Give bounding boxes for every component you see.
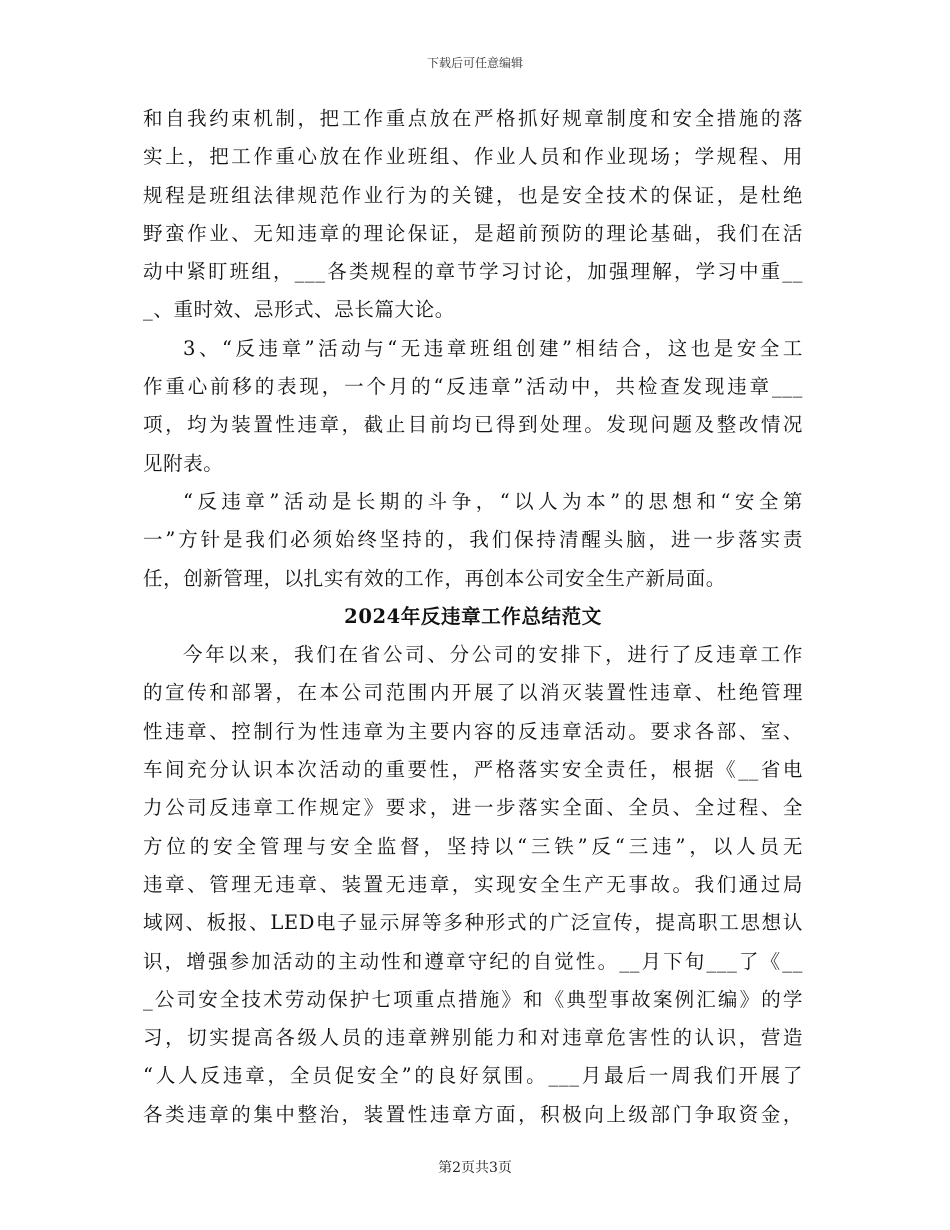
paragraph-3 — [143, 483, 803, 598]
paragraph-2 — [143, 330, 803, 483]
text-line: 任，创新管理，以扎实有效的工作，再创本公司安全生产新局面。 — [143, 566, 726, 590]
text-line: 实上，把工作重心放在作业班组、作业人员和作业现场；学规程、用 — [143, 145, 803, 169]
text-line: “反违章”活动是长期的斗争，“以人为本”的思想和“安全第 — [183, 489, 803, 513]
text-line: 域网、板报、LED电子显示屏等多种形式的广泛宣传，提高职工思想认 — [143, 911, 803, 935]
section-title: 2024年反违章工作总结范文 — [344, 604, 602, 628]
text-line: 识，增强参加活动的主动性和遵章守纪的自觉性。__月下旬___了《__ — [143, 949, 803, 973]
text-line: 习，切实提高各级人员的违章辨别能力和对违章危害性的认识，营造 — [143, 1026, 803, 1050]
text-line: “人人反违章，全员促安全”的良好氛围。___月最后一周我们开展了 — [143, 1064, 803, 1088]
text-line: 的宣传和部署，在本公司范围内开展了以消灭装置性违章、杜绝管理 — [143, 681, 803, 705]
text-line: 车间充分认识本次活动的重要性，严格落实安全责任，根据《__省电 — [143, 758, 803, 782]
text-line: 违章、管理无违章、装置无违章，实现安全生产无事故。我们通过局 — [143, 872, 803, 896]
page-footer: 第2页共3页 — [438, 1160, 512, 1176]
text-line: 项，均为装置性违章，截止目前均已得到处理。发现问题及整改情况 — [143, 413, 803, 437]
text-line: 方位的安全管理与安全监督，坚持以“三铁”反“三违”，以人员无 — [143, 834, 803, 858]
text-line: 各类违章的集中整治，装置性违章方面，积极向上级部门争取资金， — [143, 1102, 803, 1126]
text-line: 动中紧盯班组，___各类规程的章节学习讨论，加强理解，学习中重__ — [143, 260, 803, 284]
text-line: 见附表。 — [143, 451, 224, 475]
text-line: 今年以来，我们在省公司、分公司的安排下，进行了反违章工作 — [183, 643, 803, 667]
text-line: _公司安全技术劳动保护七项重点措施》和《典型事故案例汇编》的学 — [143, 987, 803, 1011]
text-line: 规程是班组法律规范作业行为的关键，也是安全技术的保证，是杜绝 — [143, 183, 803, 207]
text-line: 野蛮作业、无知违章的理论保证，是超前预防的理论基础，我们在活 — [143, 221, 803, 245]
document-body — [143, 100, 803, 1134]
text-line: 性违章、控制行为性违章为主要内容的反违章活动。要求各部、室、 — [143, 719, 803, 743]
paragraph-1 — [143, 100, 803, 330]
text-line: 一”方针是我们必须始终坚持的，我们保持清醒头脑，进一步落实责 — [143, 528, 803, 552]
text-line: 力公司反违章工作规定》要求，进一步落实全面、全员、全过程、全 — [143, 796, 803, 820]
text-line: 3、“反违章”活动与“无违章班组创建”相结合，这也是安全工 — [183, 336, 803, 360]
section-paragraph — [143, 636, 803, 1134]
page-header: 下载后可任意编辑 — [426, 56, 523, 70]
text-line: 和自我约束机制，把工作重点放在严格抓好规章制度和安全措施的落 — [143, 107, 803, 130]
text-line: _、重时效、忌形式、忌长篇大论。 — [143, 298, 455, 322]
text-line: 作重心前移的表现，一个月的“反违章”活动中，共检查发现违章___ — [143, 375, 803, 399]
